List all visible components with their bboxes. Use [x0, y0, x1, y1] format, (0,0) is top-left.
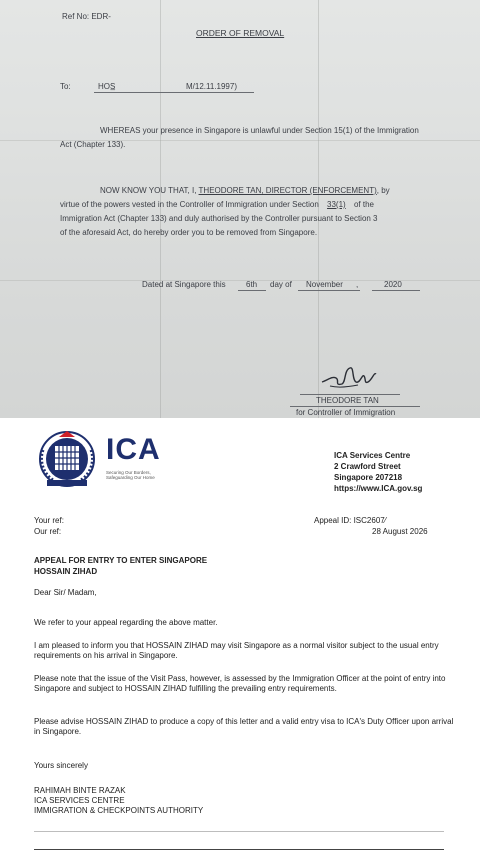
paragraph-1: We refer to your appeal regarding the above matter.: [34, 618, 218, 627]
paragraph-2: I am pleased to inform you that HOSSAIN ZIHAD may visit Singapore as a normal visitor subject to the usual entry requirements on his arrival in Singapore.: [34, 641, 439, 660]
year-line: [372, 290, 420, 291]
signatory-name: RAHIMAH BINTE RAZAK: [34, 786, 126, 795]
footer-rule: [34, 849, 444, 850]
month-line: [298, 290, 360, 291]
dated-day-of: day of: [270, 280, 292, 289]
now-know-lead: NOW KNOW YOU THAT, I,: [100, 186, 197, 195]
logo-tagline-1: Securing Our Borders,: [106, 470, 151, 475]
dated-comma: ,: [356, 280, 359, 289]
role-line: [290, 406, 420, 407]
now-know-line-2: [60, 200, 374, 210]
signatory-dept: ICA SERVICES CENTRE: [34, 796, 125, 805]
logo-tagline-2: Safeguarding Our Home: [106, 475, 155, 480]
dated-year: 2020: [384, 280, 402, 289]
paragraph-4: Please advise HOSSAIN ZIHAD to produce a copy of this letter and a valid entry visa to ICA's Duty Officer upon arrival in Singapore.: [34, 717, 454, 736]
subject-name: HOSSAIN ZIHAD: [34, 567, 98, 576]
section-lead: virtue of the powers vested in the Controller of Immigration under Section: [60, 200, 319, 209]
day-line: [238, 290, 266, 291]
recipient-detail: M/12.11.1997): [186, 82, 237, 91]
address-line-1: ICA Services Centre: [334, 451, 411, 460]
order-title: ORDER OF REMOVAL: [196, 28, 285, 38]
address-line-3: Singapore 207218: [334, 473, 403, 482]
handwritten-signature: [318, 362, 388, 392]
footer-divider: [34, 831, 444, 832]
signer-name: THEODORE TAN: [316, 396, 379, 405]
paper-fold: [0, 280, 480, 281]
subject-line: APPEAL FOR ENTRY TO ENTER SINGAPORE: [34, 556, 208, 565]
now-know-line-3: Immigration Act (Chapter 133) and duly authorised by the Controller pursuant to Section 3: [60, 214, 378, 223]
salutation: Dear Sir/ Madam,: [34, 588, 97, 597]
ica-crest-icon: [33, 428, 101, 488]
paragraph-3: Please note that the issue of the Visit Pass, however, is assessed by the Immigration Officer at the point of entry into Singapore and subject to HOSSAIN ZIHAD fulfilling the prevailing entry requirements.: [34, 674, 446, 693]
section-number: 33(1): [327, 200, 346, 209]
now-know-tail: , by: [376, 186, 390, 195]
officer-name: THEODORE TAN, DIRECTOR (ENFORCEMENT): [198, 186, 377, 195]
to-label: To:: [60, 82, 71, 91]
order-of-removal-scan: [0, 0, 480, 418]
your-ref: Your ref:: [34, 516, 64, 525]
ref-number: Ref No: EDR-: [62, 12, 111, 21]
recipient-name: HOS̲: [98, 82, 116, 91]
whereas-paragraph: WHEREAS your presence in Singapore is unlawful under Section 15(1) of the Immigration Act (Chapter 133).: [60, 126, 419, 149]
appeal-id: Appeal ID: ISC2607⁄: [314, 516, 387, 525]
ica-logo-text: ICA: [106, 433, 161, 466]
address-website: https://www.ICA.gov.sg: [334, 484, 423, 493]
our-ref: Our ref:: [34, 527, 62, 536]
signer-role: for Controller of Immigration: [296, 408, 396, 417]
signature-line: [300, 394, 400, 395]
now-know-line-4: of the aforesaid Act, do hereby order you to be removed from Singapore.: [60, 228, 318, 237]
ica-letter: [0, 418, 480, 853]
address-line-2: 2 Crawford Street: [334, 462, 401, 471]
dated-month: November: [306, 280, 343, 289]
signatory-org: IMMIGRATION & CHECKPOINTS AUTHORITY: [34, 806, 204, 815]
dated-day: 6th: [246, 280, 258, 289]
now-know-text: [100, 186, 390, 196]
recipient-line: [94, 92, 254, 93]
section-tail: of the: [353, 200, 374, 209]
dated-prefix: Dated at Singapore this: [142, 280, 226, 289]
closing: Yours sincerely: [34, 761, 88, 770]
letter-date: 28 August 2026: [372, 527, 428, 536]
